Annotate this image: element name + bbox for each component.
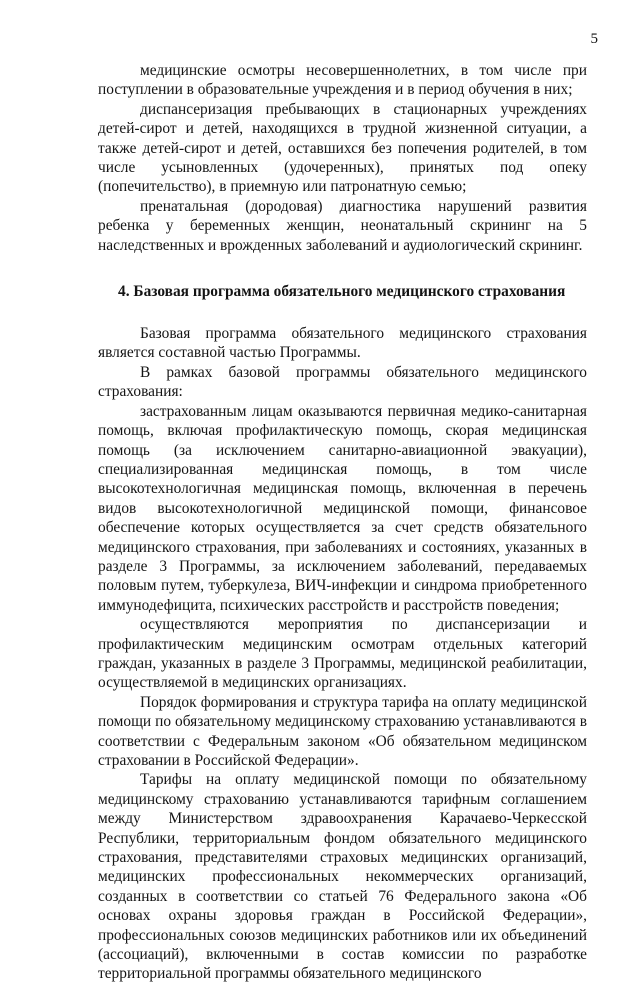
paragraph-within-basic-program: В рамках базовой программы обязательного медицинского страхования: bbox=[98, 363, 587, 401]
paragraph-orphan-dispensarization: диспансеризация пребывающих в стационарных учреждениях детей-сирот и детей, находящихся в трудной жизненной ситуации, а также детей-сирот и детей, оставшихся без попечения родителей, в том числе усыновленных (удочеренных), принятых под опеку (попечительство), в приемную или патронатную семью; bbox=[98, 100, 587, 196]
paragraph-dispensarization-measures: осуществляются мероприятия по диспансеризации и профилактическим медицинским осмотрам отдельных категорий граждан, указанных в разделе 3 Программы, медицинской реабилитации, осуществляемой в медицинских организациях. bbox=[98, 616, 587, 692]
paragraph-insured-persons-care: застрахованным лицам оказываются первичная медико-санитарная помощь, включая профилактическую помощь, скорая медицинская помощь (за исключением санитарно-авиационной эвакуации), специализированная медицинская помощь, в том числе высокотехнологичная медицинская помощь, включенная в перечень видов высокотехнологичной медицинской помощи, финансовое обеспечение которых осуществляется за счет средств обязательного медицинского страхования, при заболеваниях и состояниях, указанных в разделе 3 Программы, за исключением заболеваний, передаваемых половым путем, туберкулеза, ВИЧ-инфекции и синдрома приобретенного иммунодефицита, психических расстройств и расстройств поведения; bbox=[98, 402, 587, 614]
document-body bbox=[98, 61, 587, 984]
paragraph-basic-program-part: Базовая программа обязательного медицинского страхования является составной частью Программы. bbox=[98, 325, 587, 362]
paragraph-tariff-structure: Порядок формирования и структура тарифа на оплату медицинской помощи по обязательному медицинскому страхованию устанавливаются в соответствии с Федеральным законом «Об обязательном медицинском страховании в Российской Федерации». bbox=[98, 693, 587, 769]
page-number: 5 bbox=[590, 31, 598, 47]
paragraph-medical-exams-minors: медицинские осмотры несовершеннолетних, в том числе при поступлении в образовательные учреждения и в период обучения в них; bbox=[98, 62, 587, 99]
paragraph-tariff-agreement: Тарифы на оплату медицинской помощи по обязательному медицинскому страхованию устанавливаются тарифным соглашением между Министерством здравоохранения Карачаево-Черкесской Республики, территориальным фондом обязательного медицинского страхования, представителями страховых медицинских организаций, медицинских профессиональных некоммерческих организаций, созданных в соответствии со статьей 76 Федерального закона «Об основах охраны здоровья граждан в Российской Федерации», профессиональных союзов медицинских работников или их объединений (ассоциаций), включенными в состав комиссии по разработке территориальной программы обязательного медицинского bbox=[98, 771, 587, 983]
section-heading: 4. Базовая программа обязательного медицинского страхования bbox=[118, 283, 566, 301]
paragraph-prenatal-diagnostics: пренатальная (дородовая) диагностика нарушений развития ребенка у беременных женщин, неонатальный скрининг на 5 наследственных и врожденных заболеваний и аудиологический скрининг. bbox=[98, 197, 587, 254]
